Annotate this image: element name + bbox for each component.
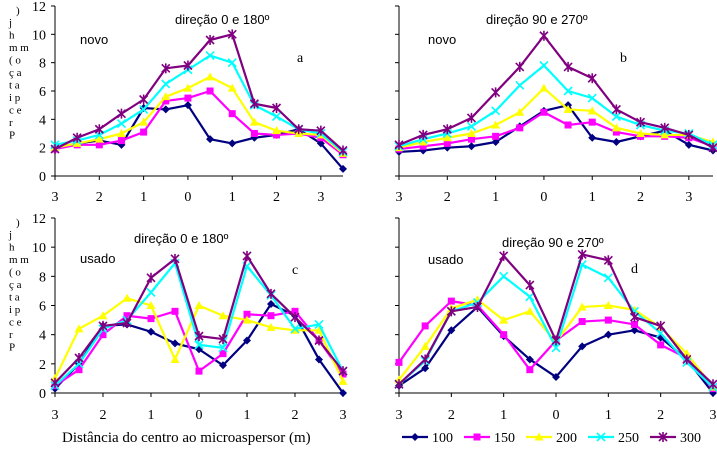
panel-condition-label: novo — [428, 32, 457, 47]
y-label-fragment: P — [9, 129, 16, 142]
x-tick-label: 3 — [51, 190, 59, 205]
y-tick-label: 10 — [32, 241, 46, 257]
x-tick-label: 0 — [184, 190, 192, 205]
x-tick-label: 3 — [685, 190, 693, 205]
square-marker — [140, 129, 147, 136]
diamond-marker — [171, 339, 179, 347]
square-marker — [184, 95, 191, 102]
series-line — [399, 265, 713, 388]
square-marker — [500, 331, 507, 338]
y-label-fragment: P — [9, 341, 16, 354]
square-marker — [492, 133, 499, 140]
star-marker — [147, 273, 155, 283]
y-label-fragment: i p — [9, 92, 21, 104]
x-marker — [273, 113, 281, 121]
square-marker — [207, 88, 214, 95]
star-marker — [421, 354, 429, 364]
y-label-fragment: r — [9, 117, 13, 129]
square-marker — [540, 109, 547, 116]
triangle-marker — [206, 72, 215, 80]
legend-item-200 — [526, 431, 577, 446]
panel-title: direção 90 e 270º — [486, 12, 588, 27]
square-marker — [251, 130, 258, 137]
x-tick-label: 2 — [443, 190, 451, 205]
diamond-marker — [604, 331, 612, 339]
legend-item-150 — [464, 431, 515, 446]
series-100 — [51, 300, 347, 397]
y-tick-label: 10 — [32, 28, 46, 44]
x-marker — [500, 272, 508, 280]
y-label-fragment: ç a — [9, 67, 22, 79]
star-marker — [140, 95, 148, 105]
y-label-fragment: ( o — [9, 266, 21, 279]
triangle-marker — [539, 84, 548, 92]
panel-letter: c — [292, 263, 299, 278]
x-tick-label: 1 — [147, 408, 155, 423]
diamond-marker — [612, 138, 620, 146]
y-tick-label: 0 — [39, 387, 46, 402]
y-tick-label: 12 — [32, 0, 46, 15]
legend — [402, 431, 701, 446]
x-tick-label: 2 — [447, 408, 455, 423]
legend-marker — [474, 434, 481, 441]
star-marker — [540, 31, 548, 41]
legend-label: 150 — [494, 431, 515, 446]
x-tick-label: 3 — [395, 190, 403, 205]
y-tick-label: 8 — [39, 56, 46, 72]
square-marker — [516, 124, 523, 131]
y-label-fragment: i p — [9, 304, 21, 316]
panel-letter: a — [297, 51, 304, 66]
y-tick-label: 8 — [39, 270, 46, 286]
y-tick-label: 2 — [39, 141, 46, 157]
y-label-fragment: r — [9, 329, 13, 341]
star-marker — [500, 251, 508, 261]
panel-d — [395, 218, 717, 423]
y-label-fragment: c e — [9, 316, 22, 329]
panel-b — [395, 6, 717, 205]
panel-condition-label: usado — [80, 251, 116, 266]
star-marker — [492, 87, 500, 97]
star-marker — [516, 62, 524, 72]
x-marker — [117, 120, 125, 128]
x-tick-label: 2 — [291, 408, 299, 423]
triangle-marker — [339, 377, 348, 385]
square-marker — [657, 341, 664, 348]
y-label-fragment: m m — [9, 42, 29, 54]
x-tick-label: 1 — [588, 190, 596, 205]
square-marker — [605, 317, 612, 324]
legend-label: 100 — [432, 431, 453, 446]
y-label-fragment: t a — [9, 291, 20, 304]
y-label-fragment: m m — [9, 254, 29, 266]
y-tick-label: 4 — [39, 113, 46, 129]
x-tick-label: 0 — [552, 408, 560, 423]
x-tick-label: 3 — [395, 408, 403, 423]
y-label-fragment: ç a — [9, 279, 22, 291]
diamond-marker — [228, 139, 236, 147]
panel-letter: d — [631, 262, 638, 277]
x-tick-label: 2 — [637, 190, 645, 205]
x-marker — [604, 274, 612, 282]
y-label-paren: ) — [16, 5, 20, 17]
x-tick-label: 1 — [500, 408, 508, 423]
x-tick-label: 0 — [195, 408, 203, 423]
panel-letter: b — [620, 51, 627, 66]
x-tick-label: 3 — [317, 190, 325, 205]
x-tick-label: 2 — [657, 408, 665, 423]
x-tick-label: 1 — [604, 408, 612, 423]
x-marker — [526, 293, 534, 301]
star-marker — [564, 62, 572, 72]
y-label-fragment: t a — [9, 79, 20, 92]
star-marker — [291, 312, 299, 322]
y-label-fragment: h — [9, 241, 15, 254]
panel-condition-label: usado — [428, 252, 464, 267]
star-marker — [588, 73, 596, 83]
y-axis-label-top — [8, 5, 29, 142]
panel-a — [32, 0, 348, 205]
star-marker — [612, 104, 620, 114]
triangle-marker — [525, 307, 534, 315]
square-marker — [148, 315, 155, 322]
legend-item-100 — [402, 431, 453, 446]
x-tick-label: 1 — [140, 190, 148, 205]
triangle-marker — [195, 301, 204, 309]
x-marker — [540, 62, 548, 70]
y-label-fragment: c e — [9, 104, 22, 117]
y-label-fragment: ( o — [9, 54, 21, 67]
legend-marker — [411, 433, 419, 441]
y-label-paren: ) — [16, 217, 20, 229]
y-tick-label: 2 — [39, 357, 46, 373]
y-label-fragment: h — [9, 29, 15, 42]
x-marker — [147, 288, 155, 296]
star-marker — [243, 251, 251, 261]
legend-label: 200 — [556, 431, 577, 446]
x-marker — [492, 107, 500, 115]
panel-title: direção 0 e 180º — [134, 231, 229, 246]
y-tick-label: 12 — [32, 212, 46, 227]
diamond-marker — [147, 328, 155, 336]
x-tick-label: 3 — [339, 408, 347, 423]
square-marker — [579, 318, 586, 325]
x-marker — [162, 80, 170, 88]
square-marker — [118, 137, 125, 144]
star-marker — [117, 109, 125, 119]
square-marker — [268, 312, 275, 319]
legend-item-250 — [588, 431, 639, 446]
square-marker — [196, 368, 203, 375]
x-tick-label: 3 — [51, 408, 59, 423]
x-tick-label: 1 — [243, 408, 251, 423]
x-tick-label: 0 — [540, 190, 548, 205]
panel-title: direção 90 e 270º — [502, 235, 604, 250]
panel-c — [32, 212, 348, 423]
legend-label: 250 — [618, 431, 639, 446]
legend-label: 300 — [680, 431, 701, 446]
square-marker — [172, 308, 179, 315]
square-marker — [229, 110, 236, 117]
triangle-marker — [123, 294, 132, 302]
x-tick-label: 2 — [99, 408, 107, 423]
square-marker — [526, 366, 533, 373]
x-axis-title: Distância do centro ao microaspersor (m) — [62, 430, 311, 446]
star-marker — [526, 280, 534, 290]
diamond-marker — [467, 142, 475, 150]
y-axis-label-bottom — [8, 217, 29, 354]
y-tick-label: 4 — [39, 328, 46, 344]
y-label-fragment: j — [9, 17, 13, 29]
x-tick-label: 1 — [492, 190, 500, 205]
y-tick-label: 6 — [39, 299, 46, 315]
triangle-marker — [171, 355, 180, 363]
series-line — [399, 254, 713, 384]
square-marker — [448, 298, 455, 305]
square-marker — [589, 119, 596, 126]
y-tick-label: 6 — [39, 85, 46, 100]
star-marker — [467, 113, 475, 123]
star-marker — [267, 289, 275, 299]
x-marker — [516, 81, 524, 89]
square-marker — [422, 322, 429, 329]
panel-title: direção 0 e 180º — [175, 12, 270, 27]
x-tick-label: 1 — [228, 190, 236, 205]
panel-condition-label: novo — [80, 32, 109, 47]
y-label-fragment: j — [9, 229, 13, 241]
square-marker — [396, 359, 403, 366]
legend-item-300 — [650, 431, 701, 446]
x-tick-label: 2 — [273, 190, 281, 205]
y-tick-label: 0 — [39, 170, 46, 185]
square-marker — [565, 122, 572, 129]
x-tick-label: 3 — [709, 408, 717, 423]
x-tick-label: 2 — [95, 190, 103, 205]
star-marker — [171, 254, 179, 264]
